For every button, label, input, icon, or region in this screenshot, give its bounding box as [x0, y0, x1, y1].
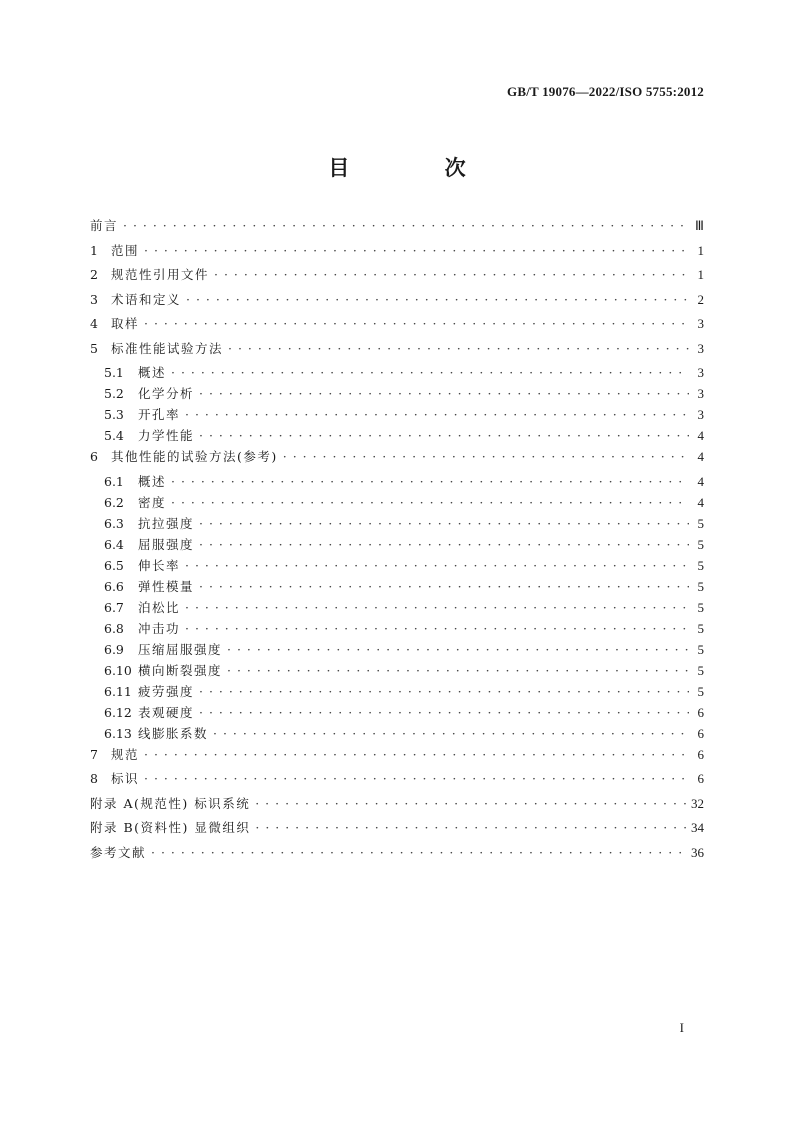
toc-entry-page: 36	[691, 844, 704, 860]
toc-entry[interactable]	[90, 314, 704, 339]
toc-entry-number: 6.8	[104, 620, 124, 636]
toc-entry[interactable]	[90, 535, 704, 556]
toc-entry-label: 屈服强度	[138, 536, 195, 552]
toc-entry-page: 4	[697, 449, 704, 464]
toc-entry[interactable]	[90, 818, 704, 843]
toc-entry-label: 附录 A(规范性) 标识系统	[90, 795, 251, 811]
toc-entry-label: 力学性能	[138, 428, 195, 443]
toc-entry-label: 术语和定义	[111, 291, 182, 307]
toc-leader-dots	[213, 726, 689, 741]
toc-entry-page: 5	[697, 662, 704, 678]
toc-leader-dots	[123, 218, 689, 233]
toc-entry[interactable]	[90, 769, 704, 794]
toc-leader-dots	[255, 796, 686, 811]
toc-entry-label: 疲劳强度	[138, 683, 195, 699]
toc-entry-page: 3	[697, 365, 704, 380]
toc-leader-dots	[199, 537, 689, 552]
toc-entry-page: 1	[697, 242, 704, 258]
toc-entry-label: 前言	[90, 218, 119, 233]
toc-entry[interactable]	[90, 703, 704, 724]
toc-entry-label: 泊松比	[138, 599, 181, 615]
toc-entry-number: 6.11	[104, 683, 132, 699]
toc-entry-number: 1	[90, 242, 98, 258]
toc-entry-number: 8	[90, 771, 98, 786]
toc-entry-number: 6.6	[104, 578, 124, 594]
toc-entry-number: 6.10	[104, 662, 132, 678]
toc-entry-number: 6.4	[104, 536, 124, 552]
toc-leader-dots	[144, 771, 689, 786]
toc-entry[interactable]	[90, 384, 704, 405]
toc-entry-number: 6.13	[104, 725, 132, 741]
toc-entry-number: 4	[90, 316, 98, 331]
toc-entry[interactable]	[90, 619, 704, 640]
toc-leader-dots	[186, 292, 689, 307]
toc-leader-dots	[227, 642, 689, 657]
toc-entry-number: 5.2	[104, 386, 124, 401]
toc-entry-label: 冲击功	[138, 620, 181, 636]
table-of-contents	[90, 216, 704, 867]
toc-entry[interactable]	[90, 794, 704, 819]
toc-title: 目 次	[328, 156, 510, 180]
toc-entry[interactable]	[90, 577, 704, 598]
toc-leader-dots	[144, 316, 689, 331]
toc-entry-label: 弹性模量	[138, 578, 195, 594]
toc-leader-dots	[185, 558, 689, 573]
toc-leader-dots	[144, 243, 689, 258]
toc-entry-label: 抗拉强度	[138, 515, 195, 531]
toc-entry-label: 概述	[138, 365, 167, 380]
toc-leader-dots	[199, 579, 689, 594]
toc-entry-number: 7	[90, 746, 98, 762]
toc-entry-number: 6.5	[104, 557, 124, 573]
toc-entry[interactable]	[90, 405, 704, 426]
toc-leader-dots	[151, 845, 686, 860]
toc-entry-page: 4	[697, 494, 704, 510]
toc-entry-label: 附录 B(资料性) 显微组织	[90, 820, 251, 835]
toc-entry-number: 2	[90, 267, 98, 282]
toc-entry[interactable]	[90, 598, 704, 619]
toc-entry-number: 6	[90, 449, 98, 464]
toc-entry-label: 取样	[111, 316, 140, 331]
toc-entry-number: 5.1	[104, 365, 124, 380]
toc-entry[interactable]	[90, 216, 704, 241]
toc-entry-page: 4	[697, 473, 704, 489]
toc-entry-number: 5	[90, 340, 98, 356]
toc-entry-number: 6.7	[104, 599, 124, 615]
toc-entry-page: Ⅲ	[695, 218, 704, 233]
toc-entry-page: 4	[697, 428, 704, 443]
toc-entry-page: 5	[697, 641, 704, 657]
toc-entry-number: 3	[90, 291, 98, 307]
toc-entry-page: 1	[697, 267, 704, 282]
toc-leader-dots	[171, 495, 689, 510]
toc-entry[interactable]	[90, 447, 704, 472]
toc-entry-number: 5.3	[104, 407, 124, 422]
toc-entry-page: 5	[697, 536, 704, 552]
toc-entry-page: 5	[697, 620, 704, 636]
toc-entry-page: 34	[691, 820, 704, 835]
toc-entry-page: 5	[697, 599, 704, 615]
toc-leader-dots	[255, 820, 686, 835]
toc-entry-label: 表观硬度	[138, 704, 195, 720]
toc-entry-label: 概述	[138, 473, 167, 489]
toc-entry-number: 6.2	[104, 494, 124, 510]
toc-leader-dots	[144, 747, 689, 762]
toc-entry[interactable]	[90, 661, 704, 682]
toc-leader-dots	[171, 365, 689, 380]
toc-leader-dots	[185, 407, 689, 422]
toc-entry-number: 6.9	[104, 641, 124, 657]
toc-entry-number: 6.1	[104, 473, 124, 489]
toc-entry[interactable]	[90, 745, 704, 770]
toc-entry[interactable]	[90, 843, 704, 868]
toc-entry-page: 6	[697, 725, 704, 741]
toc-entry-label: 参考文献	[90, 844, 147, 860]
toc-entry[interactable]	[90, 363, 704, 384]
toc-leader-dots	[199, 684, 689, 699]
toc-entry-label: 范围	[111, 242, 140, 258]
toc-entry-page: 5	[697, 683, 704, 699]
toc-leader-dots	[199, 516, 689, 531]
toc-entry[interactable]	[90, 290, 704, 315]
toc-entry-page: 3	[697, 386, 704, 401]
toc-entry[interactable]	[90, 556, 704, 577]
toc-entry-label: 标准性能试验方法	[111, 340, 224, 356]
toc-entry-number: 5.4	[104, 428, 124, 443]
toc-leader-dots	[283, 449, 689, 464]
toc-entry[interactable]	[90, 493, 704, 514]
toc-entry[interactable]	[90, 682, 704, 703]
toc-entry-page: 3	[697, 316, 704, 331]
toc-entry-label: 化学分析	[138, 386, 195, 401]
standard-code: GB/T 19076—2022/ISO 5755:2012	[507, 84, 704, 99]
toc-entry-label: 横向断裂强度	[138, 662, 223, 678]
toc-entry-label: 标识	[111, 771, 140, 786]
toc-entry-label: 其他性能的试验方法(参考)	[111, 449, 278, 464]
toc-leader-dots	[228, 341, 689, 356]
toc-entry[interactable]	[90, 265, 704, 290]
toc-entry-number: 6.12	[104, 704, 132, 720]
toc-entry-label: 伸长率	[138, 557, 181, 573]
toc-entry[interactable]	[90, 241, 704, 266]
toc-entry-label: 线膨胀系数	[138, 725, 209, 741]
toc-leader-dots	[214, 267, 689, 282]
toc-entry-page: 2	[697, 291, 704, 307]
toc-entry-page: 5	[697, 578, 704, 594]
toc-leader-dots	[171, 474, 689, 489]
toc-entry-label: 压缩屈服强度	[138, 641, 223, 657]
toc-entry[interactable]	[90, 640, 704, 661]
toc-entry[interactable]	[90, 339, 704, 364]
page-number: I	[679, 1020, 684, 1035]
toc-leader-dots	[185, 600, 689, 615]
toc-leader-dots	[227, 663, 689, 678]
toc-leader-dots	[199, 705, 689, 720]
toc-entry-page: 6	[697, 704, 704, 720]
toc-entry-page: 6	[697, 771, 704, 786]
toc-entry-page: 5	[697, 557, 704, 573]
toc-entry-page: 3	[697, 340, 704, 356]
toc-entry[interactable]	[90, 426, 704, 447]
toc-entry-page: 5	[697, 515, 704, 531]
toc-entry-label: 开孔率	[138, 407, 181, 422]
toc-entry-label: 规范性引用文件	[111, 267, 210, 282]
toc-entry[interactable]	[90, 472, 704, 493]
toc-entry-label: 规范	[111, 746, 140, 762]
toc-entry-number: 6.3	[104, 515, 124, 531]
toc-entry-page: 6	[697, 746, 704, 762]
toc-leader-dots	[199, 386, 689, 401]
toc-entry-page: 3	[697, 407, 704, 422]
toc-entry-label: 密度	[138, 494, 167, 510]
toc-entry[interactable]	[90, 724, 704, 745]
toc-entry-page: 32	[691, 795, 704, 811]
toc-leader-dots	[185, 621, 689, 636]
toc-leader-dots	[199, 428, 689, 443]
toc-entry[interactable]	[90, 514, 704, 535]
